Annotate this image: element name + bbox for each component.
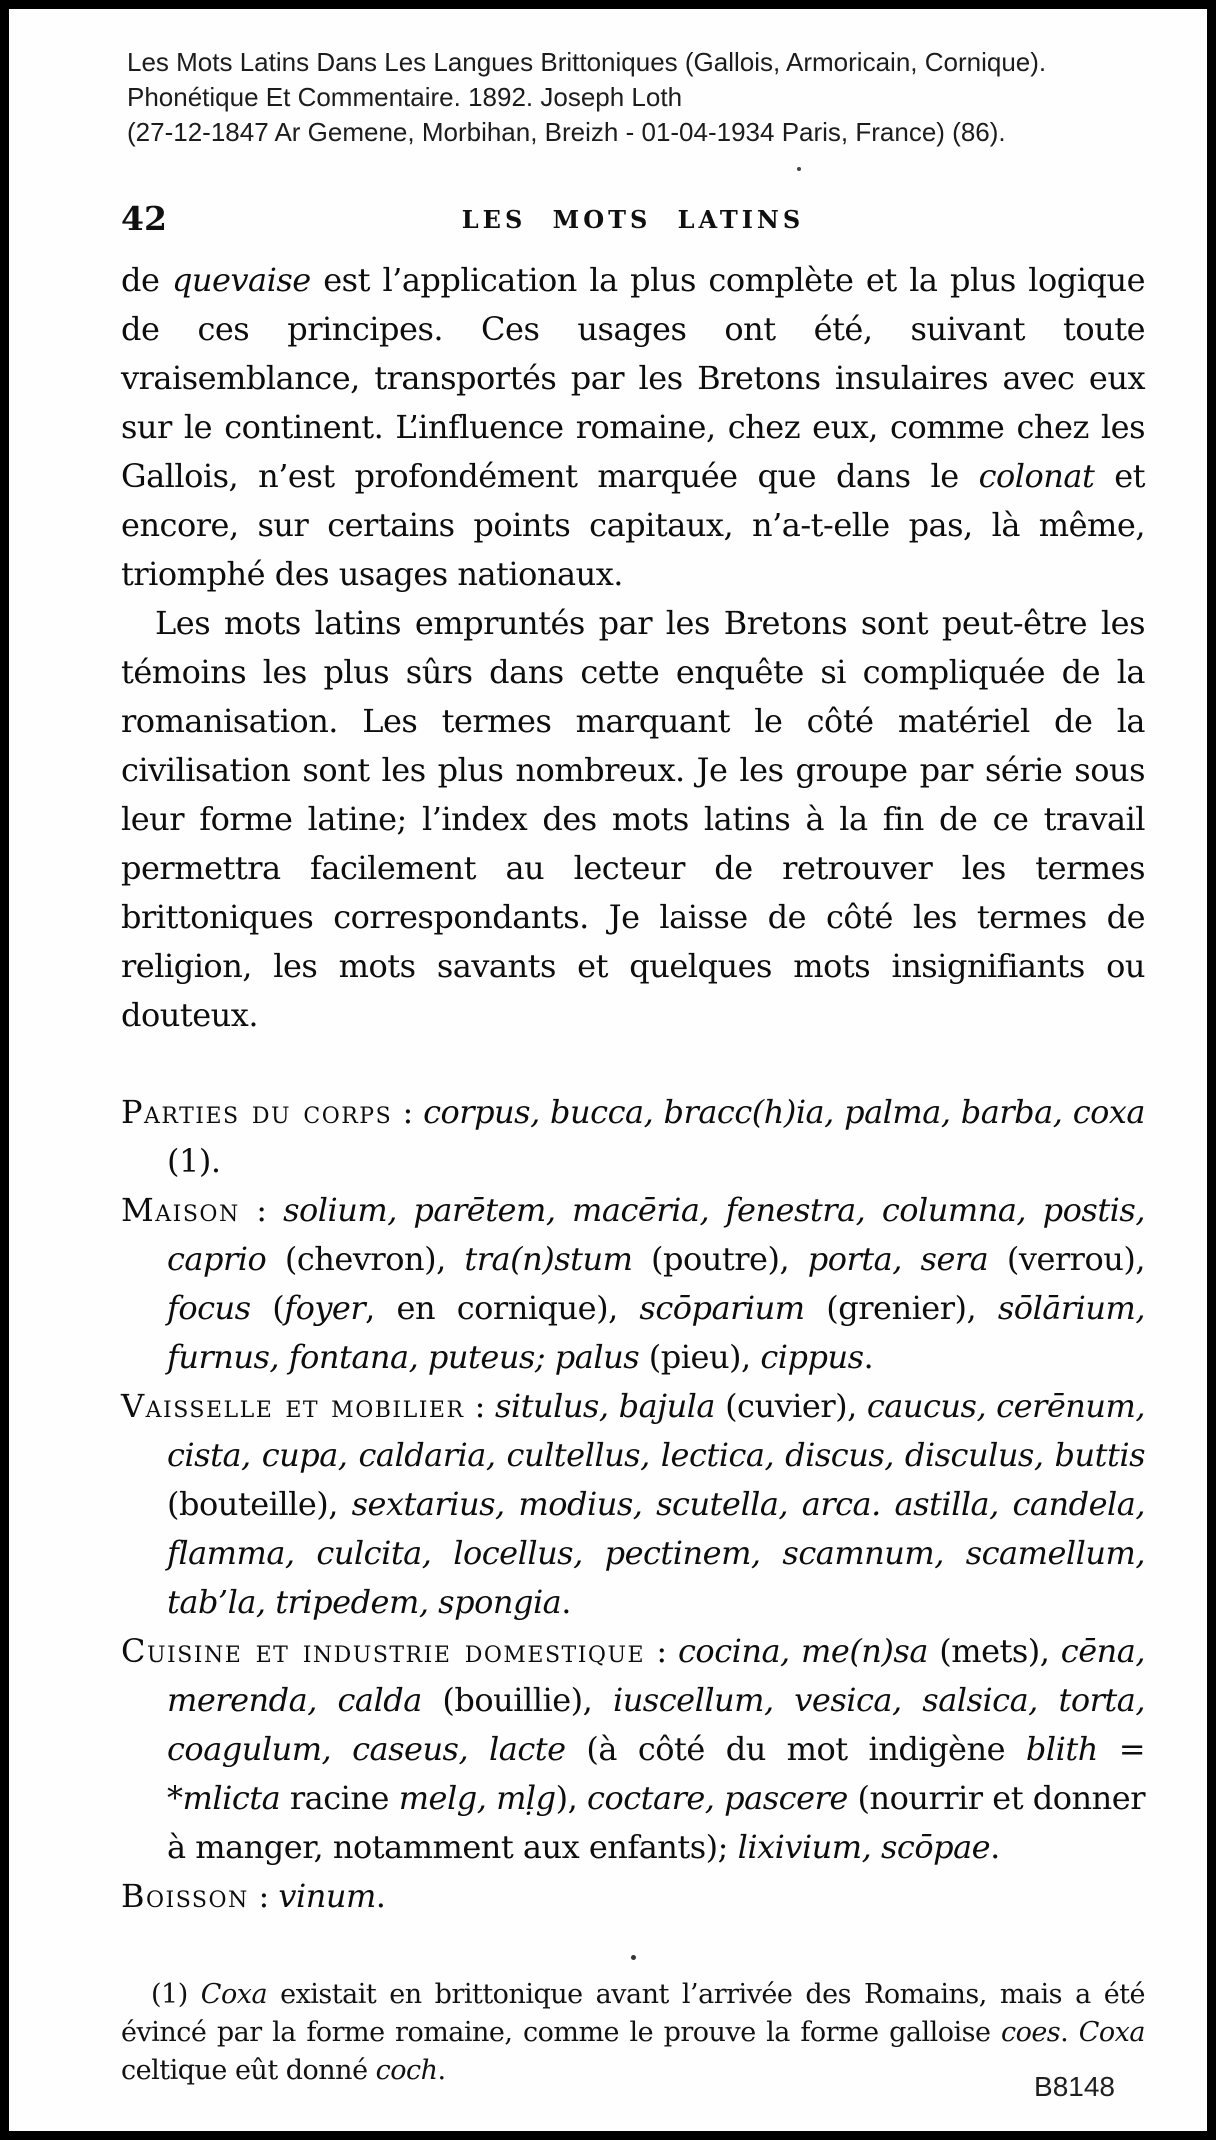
meta-line-dates: (27-12-1847 Ar Gemene, Morbihan, Breizh - 01-04-1934 Paris, France) (86). (127, 117, 1006, 147)
footnote: (1) Coxa existait en brittonique avant l’arrivée des Romains, mais a été évincé par la forme romaine, comme le prouve la forme galloise coes. Coxa celtique eût donné coch. (121, 1979, 1146, 2086)
page-body (121, 256, 1145, 2090)
word-list (121, 1088, 1145, 1921)
scan-artifact-dot (797, 167, 801, 171)
meta-line-author: Phonétique Et Commentaire. 1892. Joseph Loth (127, 82, 683, 112)
entry-boisson: Boisson : vinum. (121, 1877, 386, 1915)
paragraph-quevaise: de quevaise est l’application la plus complète et la plus logique de ces principes. Ces usages ont été, suivant toute vraisemblance, transportés par les Bretons insulaires avec eux sur le continent. L’influence romaine, chez eux, comme chez les Gallois, n’est profondément marquée que dans le colonat et encore, sur certains points capitaux, n’a-t-elle pas, là même, triomphé des usages nationaux. (121, 261, 1146, 593)
footnote-separator-dot (631, 1955, 636, 1960)
entry-vaisselle-et-mobilier: Vaisselle et mobilier : situlus, bajula (cuvier), caucus, cerēnum, cista, cupa, caldaria, cultellus, lectica, discus, disculus, buttis (bouteille), sextarius, modius, scutella, arca. astilla, candela, flamma, culcita, locellus, pectinem, scamnum, scamellum, tab’la, tripedem, spongia. (121, 1387, 1146, 1621)
page-number: 42 (121, 199, 167, 238)
entry-maison: Maison : solium, parētem, macēria, fenestra, columna, postis, caprio (chevron), tra(n)stum (poutre), porta, sera (verrou), focus (foyer, en cornique), scōparium (grenier), sōlārium, furnus, fontana, puteus; palus (pieu), cippus. (121, 1191, 1146, 1376)
catalog-number: B8148 (1034, 2071, 1115, 2102)
bibliographic-header (127, 45, 1147, 150)
running-title: LES MOTS LATINS (461, 205, 805, 234)
meta-line-title: Les Mots Latins Dans Les Langues Brittoniques (Gallois, Armoricain, Cornique). (127, 47, 1047, 77)
running-head (121, 199, 1145, 238)
entry-cuisine-et-industrie-domestique: Cuisine et industrie domestique : cocina, me(n)sa (mets), cēna, merenda, calda (bouillie), iuscellum, vesica, salsica, torta, coagulum, caseus, lacte (à côté du mot indigène blith = *mlicta racine melg, mḷg), coctare, pascere (nourrir et donner à manger, notamment aux enfants); lixivium, scōpae. (121, 1632, 1146, 1866)
entry-parties-du-corps: Parties du corps : corpus, bucca, bracc(h)ia, palma, barba, coxa (1). (121, 1093, 1146, 1180)
paragraph-mots-latins: Les mots latins empruntés par les Bretons sont peut-être les témoins les plus sûrs dans cette enquête si compliquée de la romanisation. Les termes marquant le côté matériel de la civilisation sont les plus nombreux. Je les groupe par série sous leur forme latine; l’index des mots latins à la fin de ce travail permettra facilement au lecteur de retrouver les termes brittoniques correspondants. Je laisse de côté les termes de religion, les mots savants et quelques mots insignifiants ou douteux. (121, 604, 1145, 1034)
